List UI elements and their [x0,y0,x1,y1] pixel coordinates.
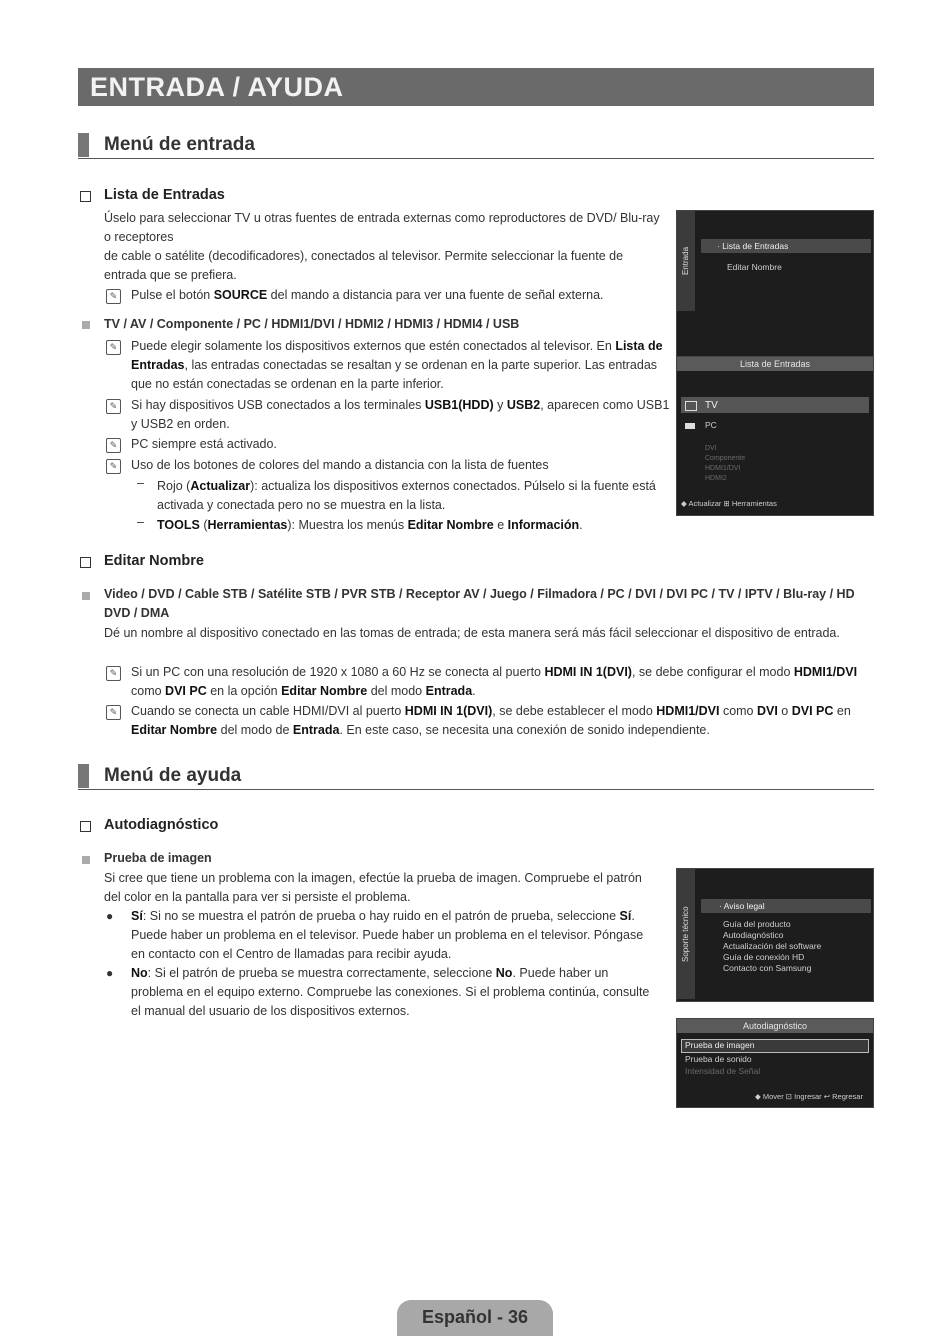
menu-item-guia-producto[interactable]: Guía del producto [723,919,791,929]
square-bullet-icon [82,856,90,864]
square-bullet-icon [82,321,90,329]
editar-paragraph: Dé un nombre al dispositivo conectado en las tomas de entrada; de esta manera será más fácil seleccionar el dispositivo de entrada. [104,626,840,640]
checkbox-icon [80,821,91,832]
section-title-entrada: Menú de entrada [104,134,255,155]
menu-item-contacto[interactable]: Contacto con Samsung [723,963,812,973]
menu-item-editar-nombre[interactable]: Editar Nombre [727,262,782,272]
prueba-option-si: Sí: Si no se muestra el patrón de prueba o hay ruido en el patrón de prueba, seleccione Sí. Puede haber un problema en el televisor. Puede haber un problema en el televisor. Póngase en contacto con el Centro de llamadas para recibir ayuda. [131,909,644,961]
sources-note-pc: PC siempre está activado. [131,437,277,451]
section-divider [78,789,874,790]
list-item-disabled: DVI [705,445,717,452]
menu-item-guia-hd[interactable]: Guía de conexión HD [723,952,805,962]
list-footer-controls: ◆ Actualizar ⊞ Herramientas [681,499,777,508]
square-bullet-icon [82,592,90,600]
note-icon: ✎ [106,705,121,720]
checkbox-icon [80,557,91,568]
subsection-title-lista: Lista de Entradas [104,187,225,203]
section-divider [78,158,874,159]
tv-screen-soporte-tecnico [676,868,874,1002]
menu-item-actualizacion[interactable]: Actualización del software [723,941,822,951]
lista-paragraph-2: de cable o satélite (decodificadores), conectados al televisor. Permite seleccionar la fuente de entrada que se prefiera. [104,249,624,282]
lista-note-source: Pulse el botón SOURCE del mando a distancia para ver una fuente de señal externa. [131,288,604,302]
menu-side-tab: Entrada [677,211,695,311]
list-item-disabled: HDMI1/DVI [705,465,741,472]
editar-note-2: Cuando se conecta un cable HDMI/DVI al puerto HDMI IN 1(DVI), se debe establecer el modo HDMI1/DVI como DVI o DVI PC en Editar Nombre del modo de Entrada. En este caso, se necesita una conexión de sonido independiente. [131,704,851,737]
menu-item-aviso-legal[interactable]: · Aviso legal [719,901,765,911]
bullet-dot: ● [106,909,114,923]
section-marker [78,133,89,157]
submenu-footer-controls: ◆ Mover ⊡ Ingresar ↩ Regresar [755,1092,863,1101]
section-marker [78,764,89,788]
pc-icon [685,423,695,429]
submenu-title-bar: Autodiagnóstico [677,1019,873,1033]
tv-screen-lista-entradas [676,356,874,516]
bullet-dot: ● [106,966,114,980]
list-item-disabled: HDMI2 [705,475,727,482]
tv-screen-autodiagnostico [676,1018,874,1108]
note-icon: ✎ [106,438,121,453]
note-icon: ✎ [106,340,121,355]
note-icon: ✎ [106,666,121,681]
prueba-paragraph: Si cree que tiene un problema con la imagen, efectúe la prueba de imagen. Compruebe el patrón del color en la pantalla para ver si persiste el problema. [104,871,642,904]
sources-note-1: Puede elegir solamente los dispositivos externos que estén conectados al televisor. En Lista de Entradas, las entradas conectadas se resaltan y se ordenan en la parte superior. Las entradas que no están conectadas se ordenan en la parte inferior. [131,339,663,391]
menu-side-tab: Soporte técnico [677,869,695,999]
tv-screen-entrada-menu [676,210,874,370]
sources-note-usb: Si hay dispositivos USB conectados a los terminales USB1(HDD) y USB2, aparecen como USB1 y USB2 en orden. [131,398,670,431]
editar-heading: Video / DVD / Cable STB / Satélite STB / PVR STB / Receptor AV / Juego / Filmadora / PC / DVI / DVI PC / TV / IPTV / Blu-ray / HD DVD / DMA [104,587,855,620]
color-red-desc: Rojo (Actualizar): actualiza los dispositivos externos conectados. Púlselo si la fuente está activada y conectada pero no se muestra en la lista. [157,479,656,512]
submenu-item-disabled: Intensidad de Señal [685,1066,761,1076]
menu-item-autodiagnostico[interactable]: Autodiagnóstico [723,930,784,940]
note-icon: ✎ [106,289,121,304]
list-title-bar: Lista de Entradas [677,357,873,371]
list-item-pc[interactable]: PC [705,420,717,430]
note-icon: ✎ [106,459,121,474]
subsection-title-editar-nombre: Editar Nombre [104,553,204,569]
sources-note-colors: Uso de los botones de colores del mando a distancia con la lista de fuentes [131,458,549,472]
prueba-option-no: No: Si el patrón de prueba se muestra correctamente, seleccione No. Puede haber un problema en el equipo externo. Compruebe las conexiones. Si el problema continúa, consulte el manual del usuario de los dispositivos externos. [131,966,650,1018]
list-item-disabled: Componente [705,455,746,462]
lista-paragraph-1: Úselo para seleccionar TV u otras fuentes de entrada externas como reproductores de DVD/ Blu-ray o receptores [104,211,660,244]
dash-bullet: – [137,515,144,529]
page-title: ENTRADA / AYUDA [90,72,344,102]
submenu-item-prueba-imagen[interactable]: Prueba de imagen [685,1040,755,1050]
dash-bullet: – [137,476,144,490]
tools-desc: TOOLS (Herramientas): Muestra los menús Editar Nombre e Información. [157,518,583,532]
sources-heading: TV / AV / Componente / PC / HDMI1/DVI / HDMI2 / HDMI3 / HDMI4 / USB [104,317,520,331]
section-title-ayuda: Menú de ayuda [104,765,242,786]
prueba-heading: Prueba de imagen [104,851,212,865]
editar-note-1: Si un PC con una resolución de 1920 x 1080 a 60 Hz se conecta al puerto HDMI IN 1(DVI), se debe configurar el modo HDMI1/DVI como DVI PC en la opción Editar Nombre del modo Entrada. [131,665,858,698]
submenu-item-prueba-sonido[interactable]: Prueba de sonido [685,1054,752,1064]
subsection-title-autodiagnostico: Autodiagnóstico [104,817,219,833]
note-icon: ✎ [106,399,121,414]
page-number: Español - 36 [421,1307,529,1327]
tv-icon [685,401,697,411]
list-item-tv[interactable]: TV [705,400,718,411]
checkbox-icon [80,191,91,202]
menu-item-lista-de-entradas[interactable]: · Lista de Entradas [717,241,789,251]
